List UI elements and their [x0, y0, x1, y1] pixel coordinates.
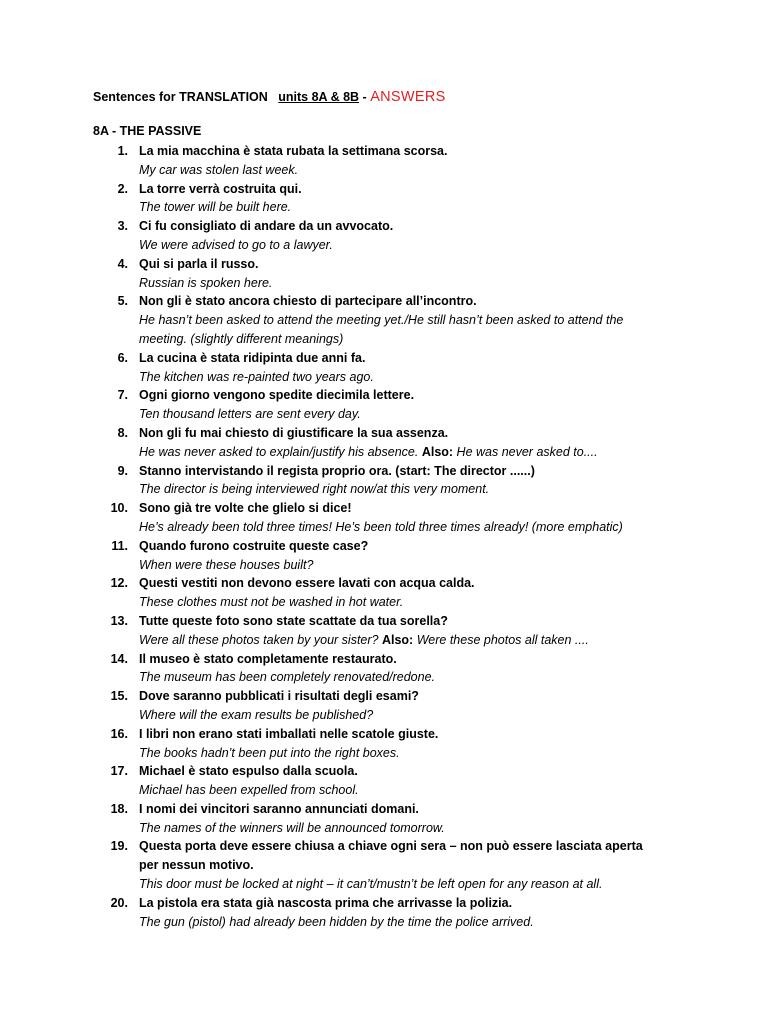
item-body: [139, 462, 659, 500]
translation-text: The kitchen was re-painted two years ago.: [139, 369, 374, 384]
item-number: 8.: [117, 425, 128, 440]
italian-sentence: Non gli fu mai chiesto di giustificare la sua assenza.: [139, 425, 449, 440]
english-translation: [139, 274, 659, 293]
english-translation: [139, 236, 659, 255]
translation-text: This door must be locked at night – it can’t/mustn’t be left open for any reason at all.: [139, 877, 603, 892]
item-number: 18.: [110, 801, 128, 816]
translation-text: He’s already been told three times! He’s been told three times already! (more emphatic): [139, 519, 623, 534]
italian-sentence: Non gli è stato ancora chiesto di partecipare all’incontro.: [139, 294, 477, 309]
translation-text: Michael has been expelled from school.: [139, 783, 359, 798]
english-translation: [139, 913, 659, 932]
item-number: 3.: [117, 219, 128, 234]
item-body: [139, 499, 659, 537]
translation-text: He was never asked to explain/justify his absence.: [139, 444, 419, 459]
italian-sentence: I nomi dei vincitori saranno annunciati domani.: [139, 801, 419, 816]
section-title: 8A - THE PASSIVE: [93, 124, 202, 138]
translation-text: The names of the winners will be announced tomorrow.: [139, 820, 445, 835]
italian-sentence: Sono già tre volte che glielo si dice!: [139, 501, 352, 516]
list-item: [0, 142, 768, 180]
translation-text: The tower will be built here.: [139, 200, 292, 215]
item-number: 11.: [111, 538, 128, 553]
item-number: 20.: [110, 895, 128, 910]
item-number: 15.: [110, 689, 128, 704]
item-body: [139, 217, 659, 255]
item-body: [139, 537, 659, 575]
sentence-list: [0, 142, 768, 931]
translation-text: Were all these photos taken by your sister?: [139, 632, 379, 647]
english-translation: [139, 875, 659, 894]
item-body: [139, 142, 659, 180]
item-body: [139, 180, 659, 218]
item-number: 2.: [117, 181, 128, 196]
italian-sentence: Stanno intervistando il regista proprio ora. (start: The director ......): [139, 463, 535, 478]
list-item: [0, 255, 768, 293]
italian-sentence: Questi vestiti non devono essere lavati con acqua calda.: [139, 576, 475, 591]
item-body: [139, 650, 659, 688]
english-translation: [139, 368, 659, 387]
italian-sentence: Ci fu consigliato di andare da un avvocato.: [139, 219, 394, 234]
list-item: [0, 180, 768, 218]
item-number: 6.: [117, 350, 128, 365]
translation-text: The gun (pistol) had already been hidden by the time the police arrived.: [139, 914, 534, 929]
list-item: [0, 762, 768, 800]
item-number: 7.: [117, 388, 128, 403]
translation-text: Where will the exam results be published?: [139, 707, 374, 722]
italian-sentence: I libri non erano stati imballati nelle scatole giuste.: [139, 726, 439, 741]
item-body: [139, 725, 659, 763]
title-units: units 8A & 8B: [278, 90, 360, 104]
english-translation: [139, 443, 659, 462]
italian-sentence: Michael è stato espulso dalla scuola.: [139, 764, 358, 779]
item-body: [139, 894, 659, 932]
italian-sentence: Tutte queste foto sono state scattate da tua sorella?: [139, 613, 448, 628]
list-item: [0, 725, 768, 763]
english-translation: [139, 706, 659, 725]
english-translation: [139, 781, 659, 800]
translation-text: These clothes must not be washed in hot water.: [139, 595, 404, 610]
translation-text: When were these houses built?: [139, 557, 314, 572]
title-prefix: Sentences for TRANSLATION: [93, 90, 268, 104]
list-item: [0, 292, 768, 348]
item-body: [139, 574, 659, 612]
list-item: [0, 537, 768, 575]
translation-text: The books hadn’t been put into the right boxes.: [139, 745, 400, 760]
translation-text: He hasn’t been asked to attend the meeting yet./He still hasn’t been asked to attend the meeting. (slightly different meanings): [139, 313, 624, 346]
document-title: [93, 89, 446, 105]
item-number: 13.: [110, 613, 128, 628]
also-label: Also:: [421, 444, 454, 459]
item-body: [139, 349, 659, 387]
italian-sentence: La torre verrà costruita qui.: [139, 181, 302, 196]
list-item: [0, 612, 768, 650]
english-translation: [139, 744, 659, 763]
italian-sentence: Quando furono costruite queste case?: [139, 538, 369, 553]
item-body: [139, 292, 659, 348]
item-number: 19.: [110, 839, 128, 854]
list-item: [0, 687, 768, 725]
list-item: [0, 349, 768, 387]
item-number: 10.: [110, 501, 128, 516]
title-answers: ANSWERS: [370, 89, 446, 105]
item-body: [139, 424, 659, 462]
english-translation: [139, 668, 659, 687]
list-item: [0, 424, 768, 462]
italian-sentence: La pistola era stata già nascosta prima che arrivasse la polizia.: [139, 895, 513, 910]
title-separator: -: [362, 90, 371, 104]
english-translation: [139, 593, 659, 612]
english-translation: [139, 556, 659, 575]
list-item: [0, 217, 768, 255]
item-body: [139, 800, 659, 838]
also-text: He was never asked to....: [456, 444, 598, 459]
item-body: [139, 762, 659, 800]
translation-text: The director is being interviewed right now/at this very moment.: [139, 482, 490, 497]
italian-sentence: La mia macchina è stata rubata la settimana scorsa.: [139, 144, 448, 158]
english-translation: [139, 311, 659, 349]
italian-sentence: Questa porta deve essere chiusa a chiave ogni sera – non può essere lasciata aperta per nessun motivo.: [139, 839, 643, 873]
item-number: 1.: [117, 144, 128, 158]
italian-sentence: La cucina è stata ridipinta due anni fa.: [139, 350, 366, 365]
list-item: [0, 574, 768, 612]
list-item: [0, 800, 768, 838]
translation-text: My car was stolen last week.: [139, 162, 299, 177]
list-item: [0, 837, 768, 893]
item-body: [139, 386, 659, 424]
translation-text: Russian is spoken here.: [139, 275, 273, 290]
translation-text: Ten thousand letters are sent every day.: [139, 407, 361, 422]
english-translation: [139, 161, 659, 180]
english-translation: [139, 405, 659, 424]
item-body: [139, 255, 659, 293]
item-number: 4.: [117, 256, 128, 271]
list-item: [0, 499, 768, 537]
item-body: [139, 612, 659, 650]
english-translation: [139, 518, 659, 537]
translation-text: We were advised to go to a lawyer.: [139, 237, 333, 252]
italian-sentence: Dove saranno pubblicati i risultati degli esami?: [139, 689, 419, 704]
english-translation: [139, 480, 659, 499]
italian-sentence: Ogni giorno vengono spedite diecimila lettere.: [139, 388, 415, 403]
italian-sentence: Il museo è stato completamente restaurato.: [139, 651, 397, 666]
also-text: Were these photos all taken ....: [416, 632, 589, 647]
list-item: [0, 894, 768, 932]
item-number: 9.: [117, 463, 128, 478]
list-item: [0, 386, 768, 424]
item-number: 5.: [117, 294, 128, 309]
english-translation: [139, 631, 659, 650]
also-label: Also:: [381, 632, 414, 647]
item-number: 12.: [110, 576, 128, 591]
translation-text: The museum has been completely renovated/redone.: [139, 670, 436, 685]
item-number: 14.: [110, 651, 128, 666]
italian-sentence: Qui si parla il russo.: [139, 256, 259, 271]
list-item: [0, 650, 768, 688]
item-body: [139, 837, 659, 893]
item-number: 16.: [110, 726, 128, 741]
item-number: 17.: [110, 764, 128, 779]
english-translation: [139, 198, 659, 217]
english-translation: [139, 819, 659, 838]
list-item: [0, 462, 768, 500]
item-body: [139, 687, 659, 725]
